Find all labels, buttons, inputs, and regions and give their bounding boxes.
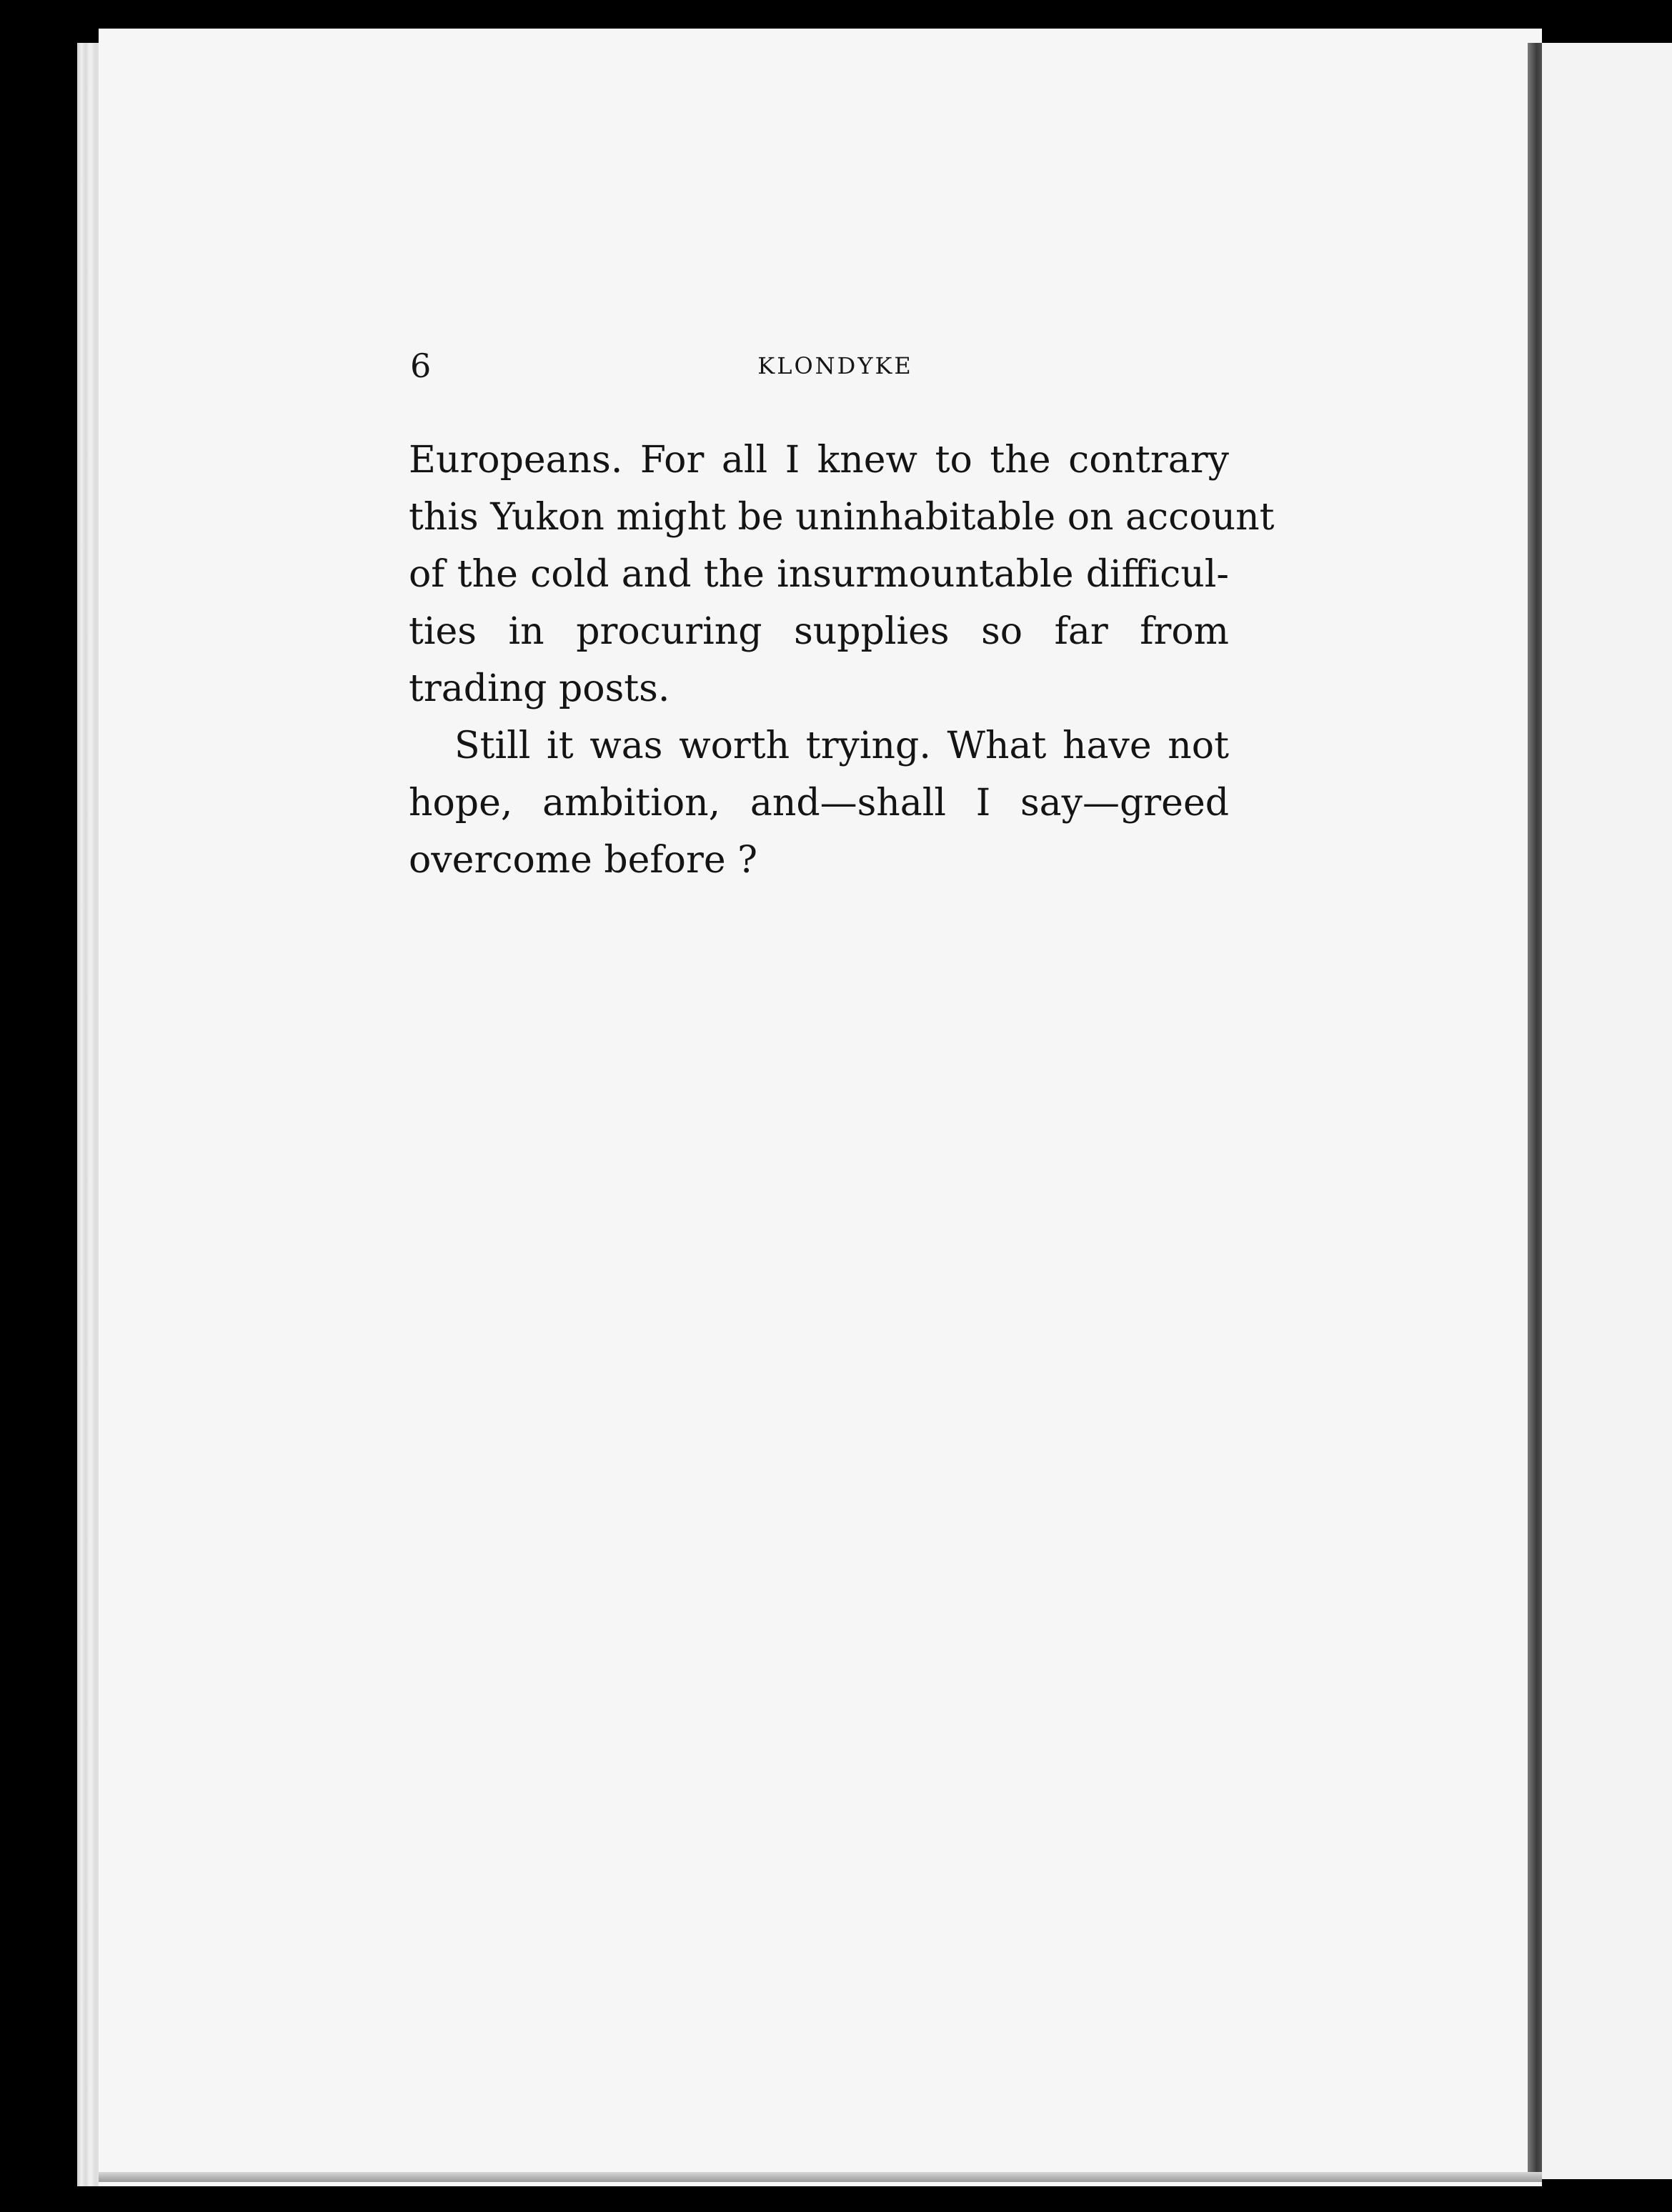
body-text (409, 432, 1275, 889)
facing-page (1542, 43, 1672, 2179)
page-number: 6 (410, 347, 432, 385)
text-line: overcome before ? (409, 839, 758, 882)
text-line: trading posts. (409, 667, 670, 710)
text-line: this Yukon might be uninhabitable on account (409, 496, 1275, 539)
running-title: KLONDYKE (757, 352, 913, 379)
running-head (410, 344, 1232, 387)
text-line: ties in procuring supplies so far from (409, 610, 1229, 653)
text-line: hope, ambition, and—shall I say—greed (409, 782, 1229, 824)
text-line: Still it was worth trying. What have not (454, 724, 1229, 767)
text-line: Europeans. For all I knew to the contrary (409, 439, 1229, 482)
text-line: of the cold and the insurmountable difficul- (409, 553, 1229, 596)
page-bottom-edge (99, 2172, 1542, 2182)
